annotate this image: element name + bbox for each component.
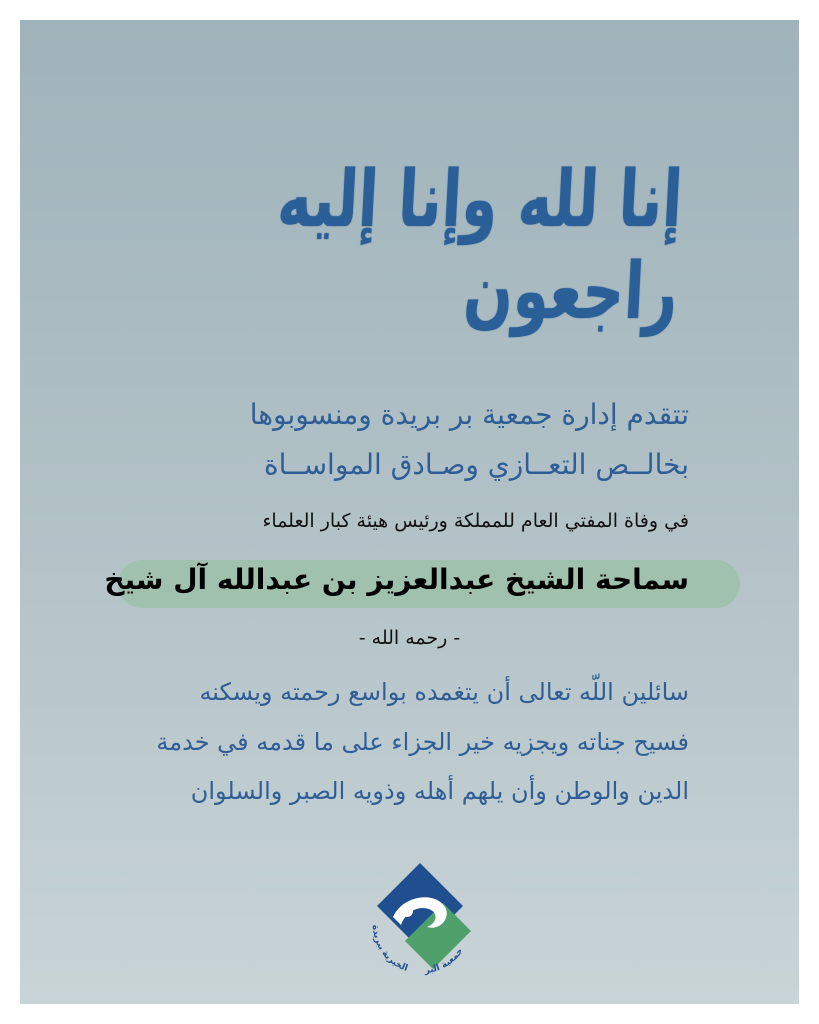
occasion-line: في وفاة المفتي العام للمملكة ورئيس هيئة كبار العلماء: [262, 510, 689, 532]
logo-text-1: جمعية البر: [424, 946, 466, 977]
calligraphy-heading: [160, 150, 685, 340]
logo-text-2: الخيرية ببريدة: [369, 924, 409, 974]
prayer-line-2: فسيح جناته ويجزيه خير الجزاء على ما قدمه في خدمة: [156, 728, 689, 756]
mercy-line: - رحمه الله -: [358, 627, 461, 649]
deceased-name: سماحة الشيخ عبدالعزيز بن عبدالله آل شيخ: [104, 563, 689, 596]
condolence-card: [20, 20, 799, 1004]
prayer-line-1: سائلين اللّه تعالى أن يتغمده بواسع رحمته ويسكنه: [199, 678, 689, 706]
prayer-line-3: الدين والوطن وأن يلهم أهله وذويه الصبر والسلوان: [190, 777, 689, 805]
calligraphy-text: إنا لله وإنا إليه راجعون: [275, 153, 685, 337]
logo-mark: [355, 855, 485, 985]
association-line: تتقدم إدارة جمعية بر بريدة ومنسوبوها: [249, 398, 689, 431]
association-logo: [355, 855, 485, 985]
condolences-line: بخالــص التعــازي وصـادق المواســاة: [263, 448, 689, 481]
